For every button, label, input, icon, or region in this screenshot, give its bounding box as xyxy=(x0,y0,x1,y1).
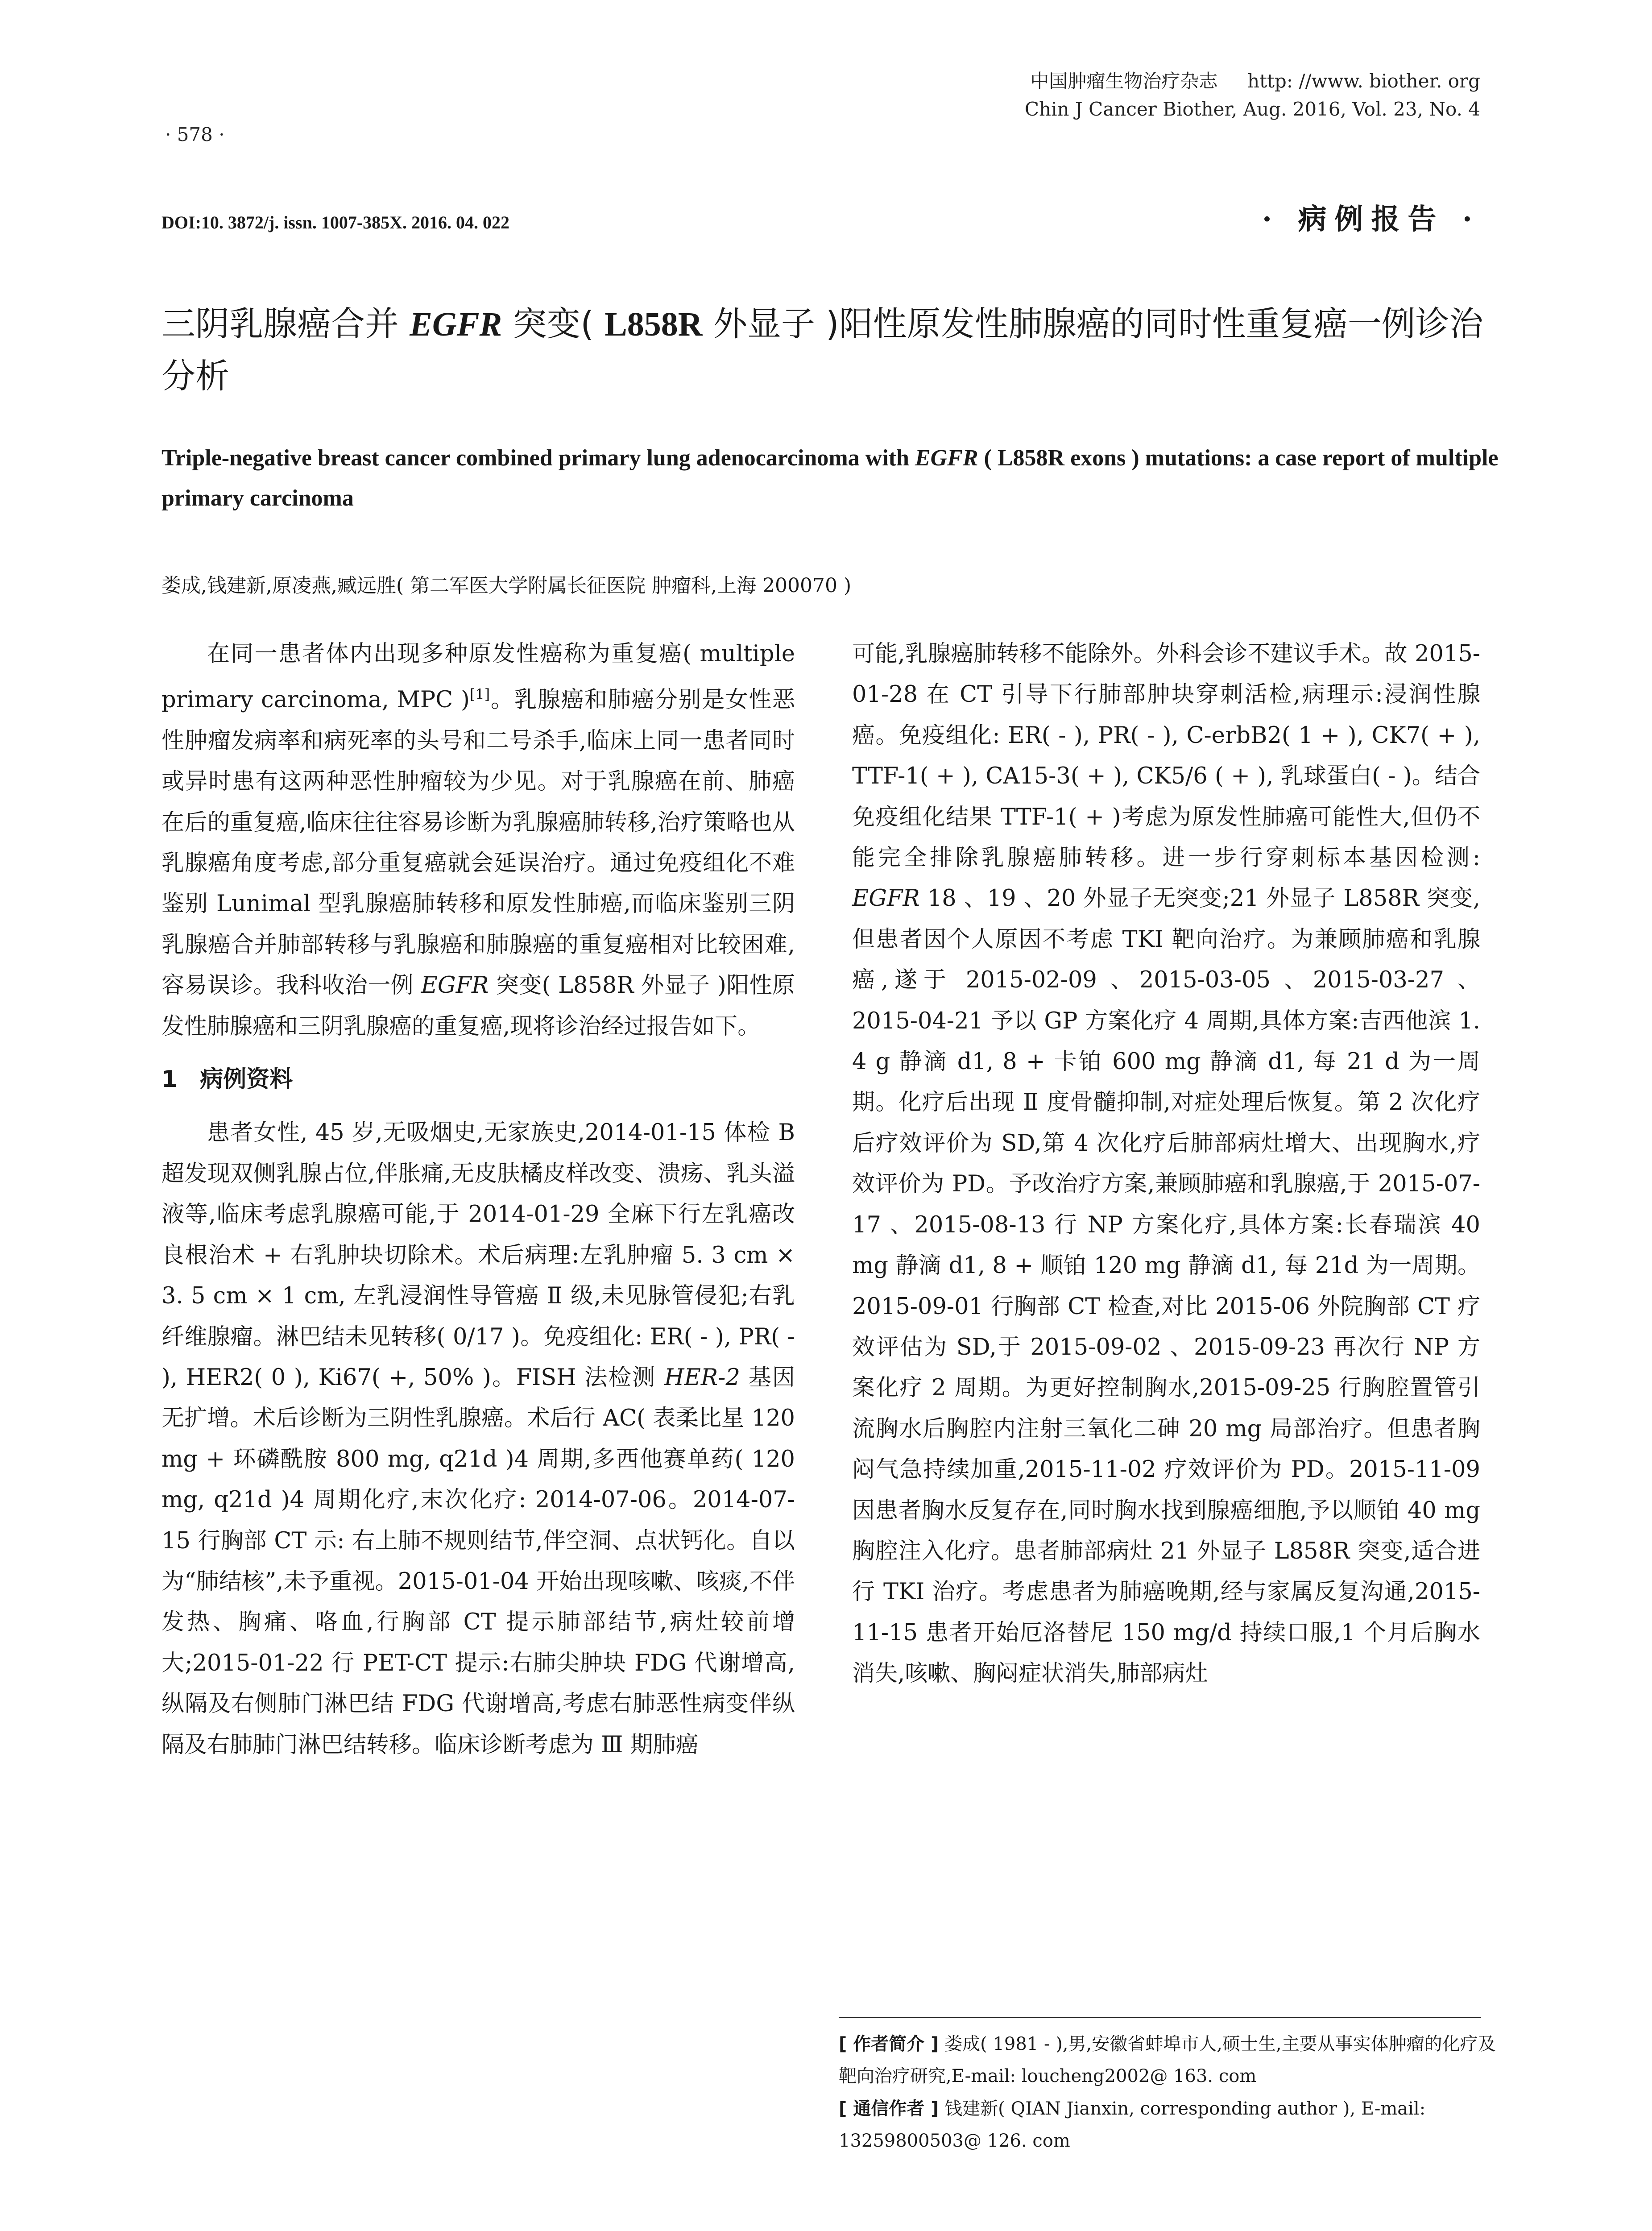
journal-cn-line xyxy=(1025,67,1480,95)
right-column xyxy=(852,634,1480,1694)
journal-header xyxy=(1025,67,1480,123)
intro-gene: EGFR xyxy=(421,972,489,999)
journal-name-cn: 中国肿瘤生物治疗杂志 xyxy=(1030,70,1218,92)
right-text-a: 可能,乳腺癌肺转移不能除外。外科会诊不建议手术。故 2015-01-28 在 CT 引导下行肺部肿块穿刺活检,病理示:浸润性腺癌。免疫组化: ER( - ), PR( - ), C-erbB2( 1 + ), CK7( + ), TTF-1( + ), CA15-3( + ), CK5/6 ( + ), 乳球蛋白( - )。结合免疫组化结果 TTF-1( + )考虑为原发性肺癌可能性大,但仍不能完全排除乳腺癌肺转移。进一步行穿刺标本基因检测: xyxy=(852,641,1480,871)
authors: 娄成,钱建新,原凌燕,臧远胜( 第二军医大学附属长征医院 肿瘤科,上海 200070 ) xyxy=(161,574,852,597)
corresponding-footnote-text: 钱建新( QIAN Jianxin, corresponding author ), E-mail: 13259800503@ 126. com xyxy=(839,2098,1426,2151)
section-title: 病例资料 xyxy=(200,1066,293,1093)
title-en-part2: ( L858R exons ) mutations: a case report of multiple primary carcinoma xyxy=(161,445,1499,511)
case-paragraph xyxy=(161,1112,795,1765)
corresponding-footnote xyxy=(839,2093,1512,2157)
title-cn-part3: 外显子 )阳性原发性肺腺癌的同时性重复癌一例诊治分析 xyxy=(161,304,1483,396)
case-text-b: 基因无扩增。术后诊断为三阴性乳腺癌。术后行 AC( 表柔比星 120 mg + 环磷酰胺 800 mg, q21d )4 周期,多西他赛单药( 120 mg, q21d )4 周期化疗,末次化疗: 2014-07-06。2014-07-15 行胸部 CT 示: 右上肺不规则结节,伴空洞、点状钙化。自以为“肺结核”,未予重视。2015-01-04 开始出现咳嗽、咳痰,不伴发热、胸痛、咯血,行胸部 CT 提示肺部结节,病灶较前增大;2015-01-22 行 PET-CT 提示:右肺尖肿块 FDG 代谢增高,纵隔及右侧肺门淋巴结 FDG 代谢增高,考虑右肺恶性病变伴纵隔及右肺肺门淋巴结转移。临床诊断考虑为 Ⅲ 期肺癌 xyxy=(161,1364,795,1758)
case-continued-paragraph xyxy=(852,634,1480,1694)
title-cn-part2: 突变( xyxy=(502,304,605,344)
author-footnote-text: 娄成( 1981 - ),男,安徽省蚌埠市人,硕士生,主要从事实体肿瘤的化疗及靶向治疗研究,E-mail: loucheng2002@ 163. com xyxy=(839,2034,1496,2086)
author-footnote-label: [ 作者简介 ] xyxy=(839,2034,939,2054)
title-cn-gene: EGFR xyxy=(410,306,502,343)
intro-paragraph xyxy=(161,634,795,1047)
intro-text-c: 突变( L858R 外显子 )阳性原发性肺腺癌和三阴乳腺癌的重复癌,现将诊治经过报告如下。 xyxy=(161,972,795,1040)
title-cn-part1: 三阴乳腺癌合并 xyxy=(161,304,410,344)
case-text-a: 患者女性, 45 岁,无吸烟史,无家族史,2014-01-15 体检 B 超发现双侧乳腺占位,伴胀痛,无皮肤橘皮样改变、溃疡、乳头溢液等,临床考虑乳腺癌可能,于 2014-01-29 全麻下行左乳癌改良根治术 + 右乳肿块切除术。术后病理:左乳肿瘤 5. 3 cm × 3. 5 cm × 1 cm, 左乳浸润性导管癌 Ⅱ 级,未见脉管侵犯;右乳纤维腺瘤。淋巴结未见转移( 0/17 )。免疫组化: ER( - ), PR( - ), HER2( 0 ), Ki67( +, 50% )。FISH 法检测 xyxy=(161,1120,795,1391)
corresponding-footnote-label: [ 通信作者 ] xyxy=(839,2098,939,2119)
title-en-gene: EGFR xyxy=(915,445,978,471)
intro-text-b: 。乳腺癌和肺癌分别是女性恶性肿瘤发病率和病死率的头号和二号杀手,临床上同一患者同时或异时患有这两种恶性肿瘤较为少见。对于乳腺癌在前、肺癌在后的重复癌,临床往往容易诊断为乳腺癌肺转移,治疗策略也从乳腺癌角度考虑,部分重复癌就会延误治疗。通过免疫组化不难鉴别 Lunimal 型乳腺癌肺转移和原发性肺癌,而临床鉴别三阴乳腺癌合并肺部转移与乳腺癌和肺腺癌的重复癌相对比较困难,容易误诊。我科收治一例 xyxy=(161,687,795,999)
section-number: 1 xyxy=(161,1066,178,1093)
title-en-part1: Triple-negative breast cancer combined primary lung adenocarcinoma with xyxy=(161,445,915,471)
title-cn-mutation: L858R xyxy=(604,306,703,343)
doi: DOI:10. 3872/j. issn. 1007-385X. 2016. 04. 022 xyxy=(161,212,510,232)
page-number: · 578 · xyxy=(165,124,225,145)
case-gene: HER-2 xyxy=(664,1364,740,1391)
section-tag: · 病例报告 · xyxy=(1262,203,1480,236)
right-gene: EGFR xyxy=(852,885,920,912)
footnote-divider xyxy=(839,2017,1481,2018)
title-en xyxy=(161,438,1500,518)
citation-ref: [1] xyxy=(469,686,490,703)
author-footnote xyxy=(839,2028,1512,2092)
intro-text-a: 在同一患者体内出现多种原发性癌称为重复癌( multiple primary carcinoma, MPC ) xyxy=(161,641,795,713)
journal-url: http: //www. biother. org xyxy=(1247,70,1480,92)
section-heading xyxy=(161,1059,795,1100)
journal-citation: Chin J Cancer Biother, Aug. 2016, Vol. 23, No. 4 xyxy=(1024,98,1480,120)
title-cn xyxy=(161,298,1500,402)
right-text-b: 18 、19 、20 外显子无突变;21 外显子 L858R 突变,但患者因个人原因不考虑 TKI 靶向治疗。为兼顾肺癌和乳腺癌,遂于 2015-02-09 、2015-03-05 、2015-03-27 、2015-04-21 予以 GP 方案化疗 4 周期,具体方案:吉西他滨 1. 4 g 静滴 d1, 8 + 卡铂 600 mg 静滴 d1, 每 21 d 为一周期。化疗后出现 Ⅱ 度骨髓抑制,对症处理后恢复。第 2 次化疗后疗效评价为 SD,第 4 次化疗后肺部病灶增大、出现胸水,疗效评价为 PD。予改治疗方案,兼顾肺癌和乳腺癌,于 2015-07-17 、2015-08-13 行 NP 方案化疗,具体方案:长春瑞滨 40 mg 静滴 d1, 8 + 顺铂 120 mg 静滴 d1, 每 21d 为一周期。2015-09-01 行胸部 CT 检查,对比 2015-06 外院胸部 CT 疗效评估为 SD,于 2015-09-02 、2015-09-23 再次行 NP 方案化疗 2 周期。为更好控制胸水,2015-09-25 行胸腔置管引流胸水后胸腔内注射三氧化二砷 20 mg 局部治疗。但患者胸闷气急持续加重,2015-11-02 疗效评价为 PD。2015-11-09 因患者胸水反复存在,同时胸水找到腺癌细胞,予以顺铂 40 mg 胸腔注入化疗。患者肺部病灶 21 外显子 L858R 突变,适合进行 TKI 治疗。考虑患者为肺癌晚期,经与家属反复沟通,2015-11-15 患者开始厄洛替尼 150 mg/d 持续口服,1 个月后胸水消失,咳嗽、胸闷症状消失,肺部病灶 xyxy=(852,885,1481,1687)
left-column xyxy=(161,634,795,1765)
